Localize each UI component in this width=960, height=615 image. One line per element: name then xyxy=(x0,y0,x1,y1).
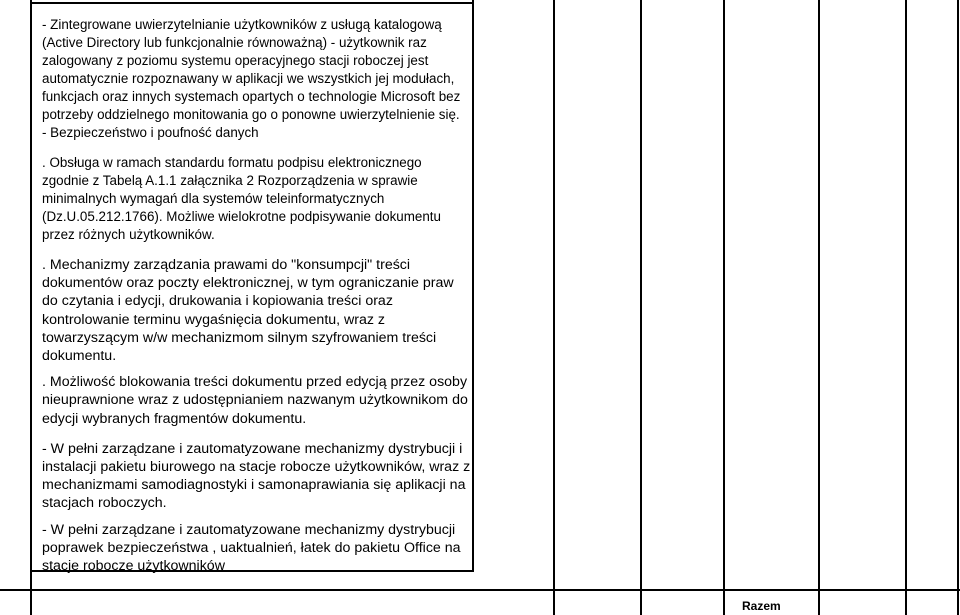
paragraph-distribution-installation: - W pełni zarządzane i zautomatyzowane mechanizmy dystrybucji i instalacji pakietu biurowego na stacje robocze użytkowników, wraz z mechanizmami samodiagnostyki i samonaprawiania się aplikacji na stacjach roboczych. xyxy=(42,440,471,512)
table-border-right xyxy=(957,0,959,615)
paragraph-security-patches: - W pełni zarządzane i zautomatyzowane mechanizmy dystrybucji poprawek bezpieczeństwa , uaktualnień, łatek do pakietu Office na stacje robocze użytkowników xyxy=(42,521,461,575)
table-border-col2 xyxy=(553,0,555,615)
table-border-left xyxy=(30,0,32,615)
paragraph-ad-authentication: - Zintegrowane uwierzytelnianie użytkowników z usługą katalogową (Active Directory lub funkcjonalnie równoważną) - użytkownik raz zalogowany z poziomu systemu operacyjnego stacji roboczej jest automatycznie rozpoznawany w aplikacji we wszystkich jej modułach, funkcjach oraz innych systemach opartych o technologie Microsoft bez potrzeby oddzielnego monitowania go o ponowne uwierzytelnienie się. xyxy=(42,17,461,122)
inner-cell-top-border xyxy=(30,2,474,4)
requirements-cell xyxy=(42,16,472,575)
table-border-col6 xyxy=(905,0,907,615)
paragraph-content-locking: . Możliwość blokowania treści dokumentu przed edycją przez osoby nieuprawnione wraz z udostępnianiem nazwanym użytkownikom do edycji wybranych fragmentów dokumentu. xyxy=(42,374,468,427)
table-border-col4 xyxy=(723,0,725,615)
paragraph-security-heading: - Bezpieczeństwo i poufność danych xyxy=(42,125,259,140)
paragraph-rights-management: . Mechanizmy zarządzania prawami do "konsumpcji" treści dokumentów oraz poczty elektronicznej, w tym ograniczanie praw do czytania i edycji, drukowania i kopiowania treści oraz kontrolowanie terminu wygaśnięcia dokumentu, wraz z towarzyszącym w/w mechanizmom silnym szyfrowaniem treści dokumentu. xyxy=(42,257,454,365)
row-divider xyxy=(0,589,960,591)
table-border-col1 xyxy=(472,0,474,572)
table-border-col5 xyxy=(818,0,820,615)
table-border-col3 xyxy=(640,0,642,615)
total-label: Razem xyxy=(742,599,781,613)
paragraph-electronic-signature: . Obsługa w ramach standardu formatu podpisu elektronicznego zgodnie z Tabelą A.1.1 załącznika 2 Rozporządzenia w sprawie minimalnych wymagań dla systemów teleinformatycznych (Dz.U.05.212.1766). Możliwe wielokrotne podpisywanie dokumentu przez różnych użytkowników. xyxy=(42,155,441,242)
